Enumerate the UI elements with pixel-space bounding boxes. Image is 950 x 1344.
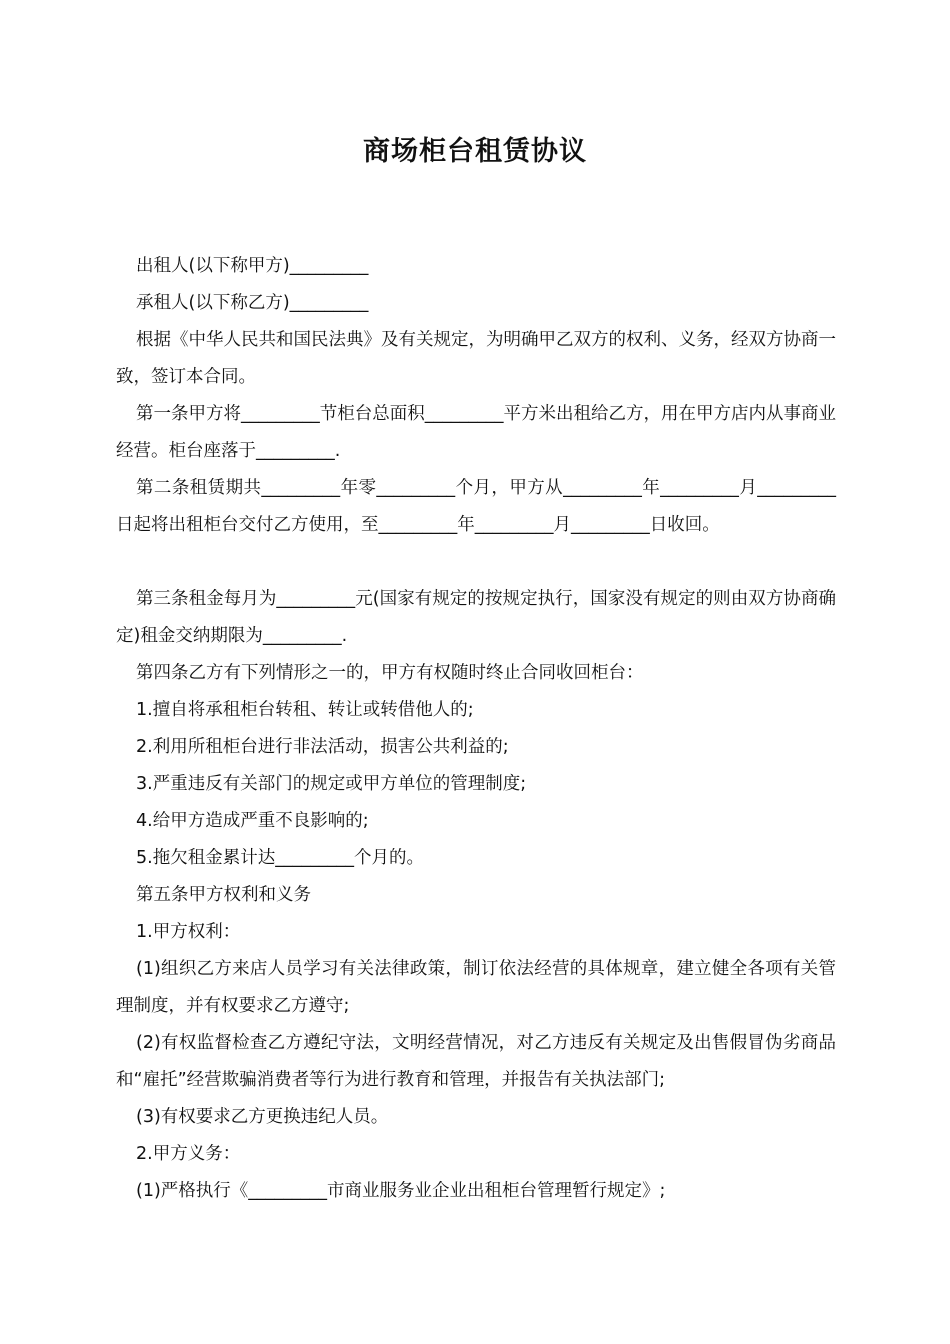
lessor-duties-heading: 2.甲方义务： — [136, 1144, 241, 1164]
blank-gap — [116, 544, 836, 581]
lessor-rights-item-2: (2)有权监督检查乙方遵纪守法，文明经营情况，对乙方违反有关规定及出售假冒伪劣商品和“雇托”经营欺骗消费者等行为进行教育和管理，并报告有关执法部门; — [116, 1033, 836, 1090]
article-4-paragraph: 第四条乙方有下列情形之一的，甲方有权随时终止合同收回柜台： — [136, 663, 644, 683]
document-title: 商场柜台租赁协议 — [363, 136, 587, 167]
document-body — [116, 248, 836, 1210]
article-4-item-5: 5.拖欠租金累计达_________个月的。 — [136, 848, 424, 868]
lessor-rights-item-3: (3)有权要求乙方更换违纪人员。 — [136, 1107, 389, 1127]
article-3-paragraph: 第三条租金每月为_________元(国家有规定的按规定执行，国家没有规定的则由双方协商确定)租金交纳期限为_________. — [116, 589, 836, 646]
article-4-item-2: 2.利用所租柜台进行非法活动，损害公共利益的; — [136, 737, 509, 757]
lessee-line: 承租人(以下称乙方)_________ — [136, 293, 369, 313]
article-2-paragraph: 第二条租赁期共_________年零_________个月，甲方从_________年_________月_________日起将出租柜台交付乙方使用，至_________年_________月_________日收回。 — [116, 478, 836, 535]
lessor-duties-item-1: (1)严格执行《_________市商业服务业企业出租柜台管理暂行规定》; — [136, 1181, 666, 1201]
lessor-rights-heading: 1.甲方权利： — [136, 922, 241, 942]
preamble-paragraph: 根据《中华人民共和国民法典》及有关规定，为明确甲乙双方的权利、义务，经双方协商一致，签订本合同。 — [116, 330, 836, 387]
lessor-line: 出租人(以下称甲方)_________ — [136, 256, 369, 276]
article-5-heading: 第五条甲方权利和义务 — [136, 885, 311, 905]
article-1-paragraph: 第一条甲方将_________节柜台总面积_________平方米出租给乙方，用在甲方店内从事商业经营。柜台座落于_________. — [116, 404, 836, 461]
article-4-item-1: 1.擅自将承租柜台转租、转让或转借他人的; — [136, 700, 474, 720]
article-4-item-4: 4.给甲方造成严重不良影响的; — [136, 811, 369, 831]
article-4-item-3: 3.严重违反有关部门的规定或甲方单位的管理制度; — [136, 774, 527, 794]
lessor-rights-item-1: (1)组织乙方来店人员学习有关法律政策，制订依法经营的具体规章，建立健全各项有关管理制度，并有权要求乙方遵守; — [116, 959, 836, 1016]
